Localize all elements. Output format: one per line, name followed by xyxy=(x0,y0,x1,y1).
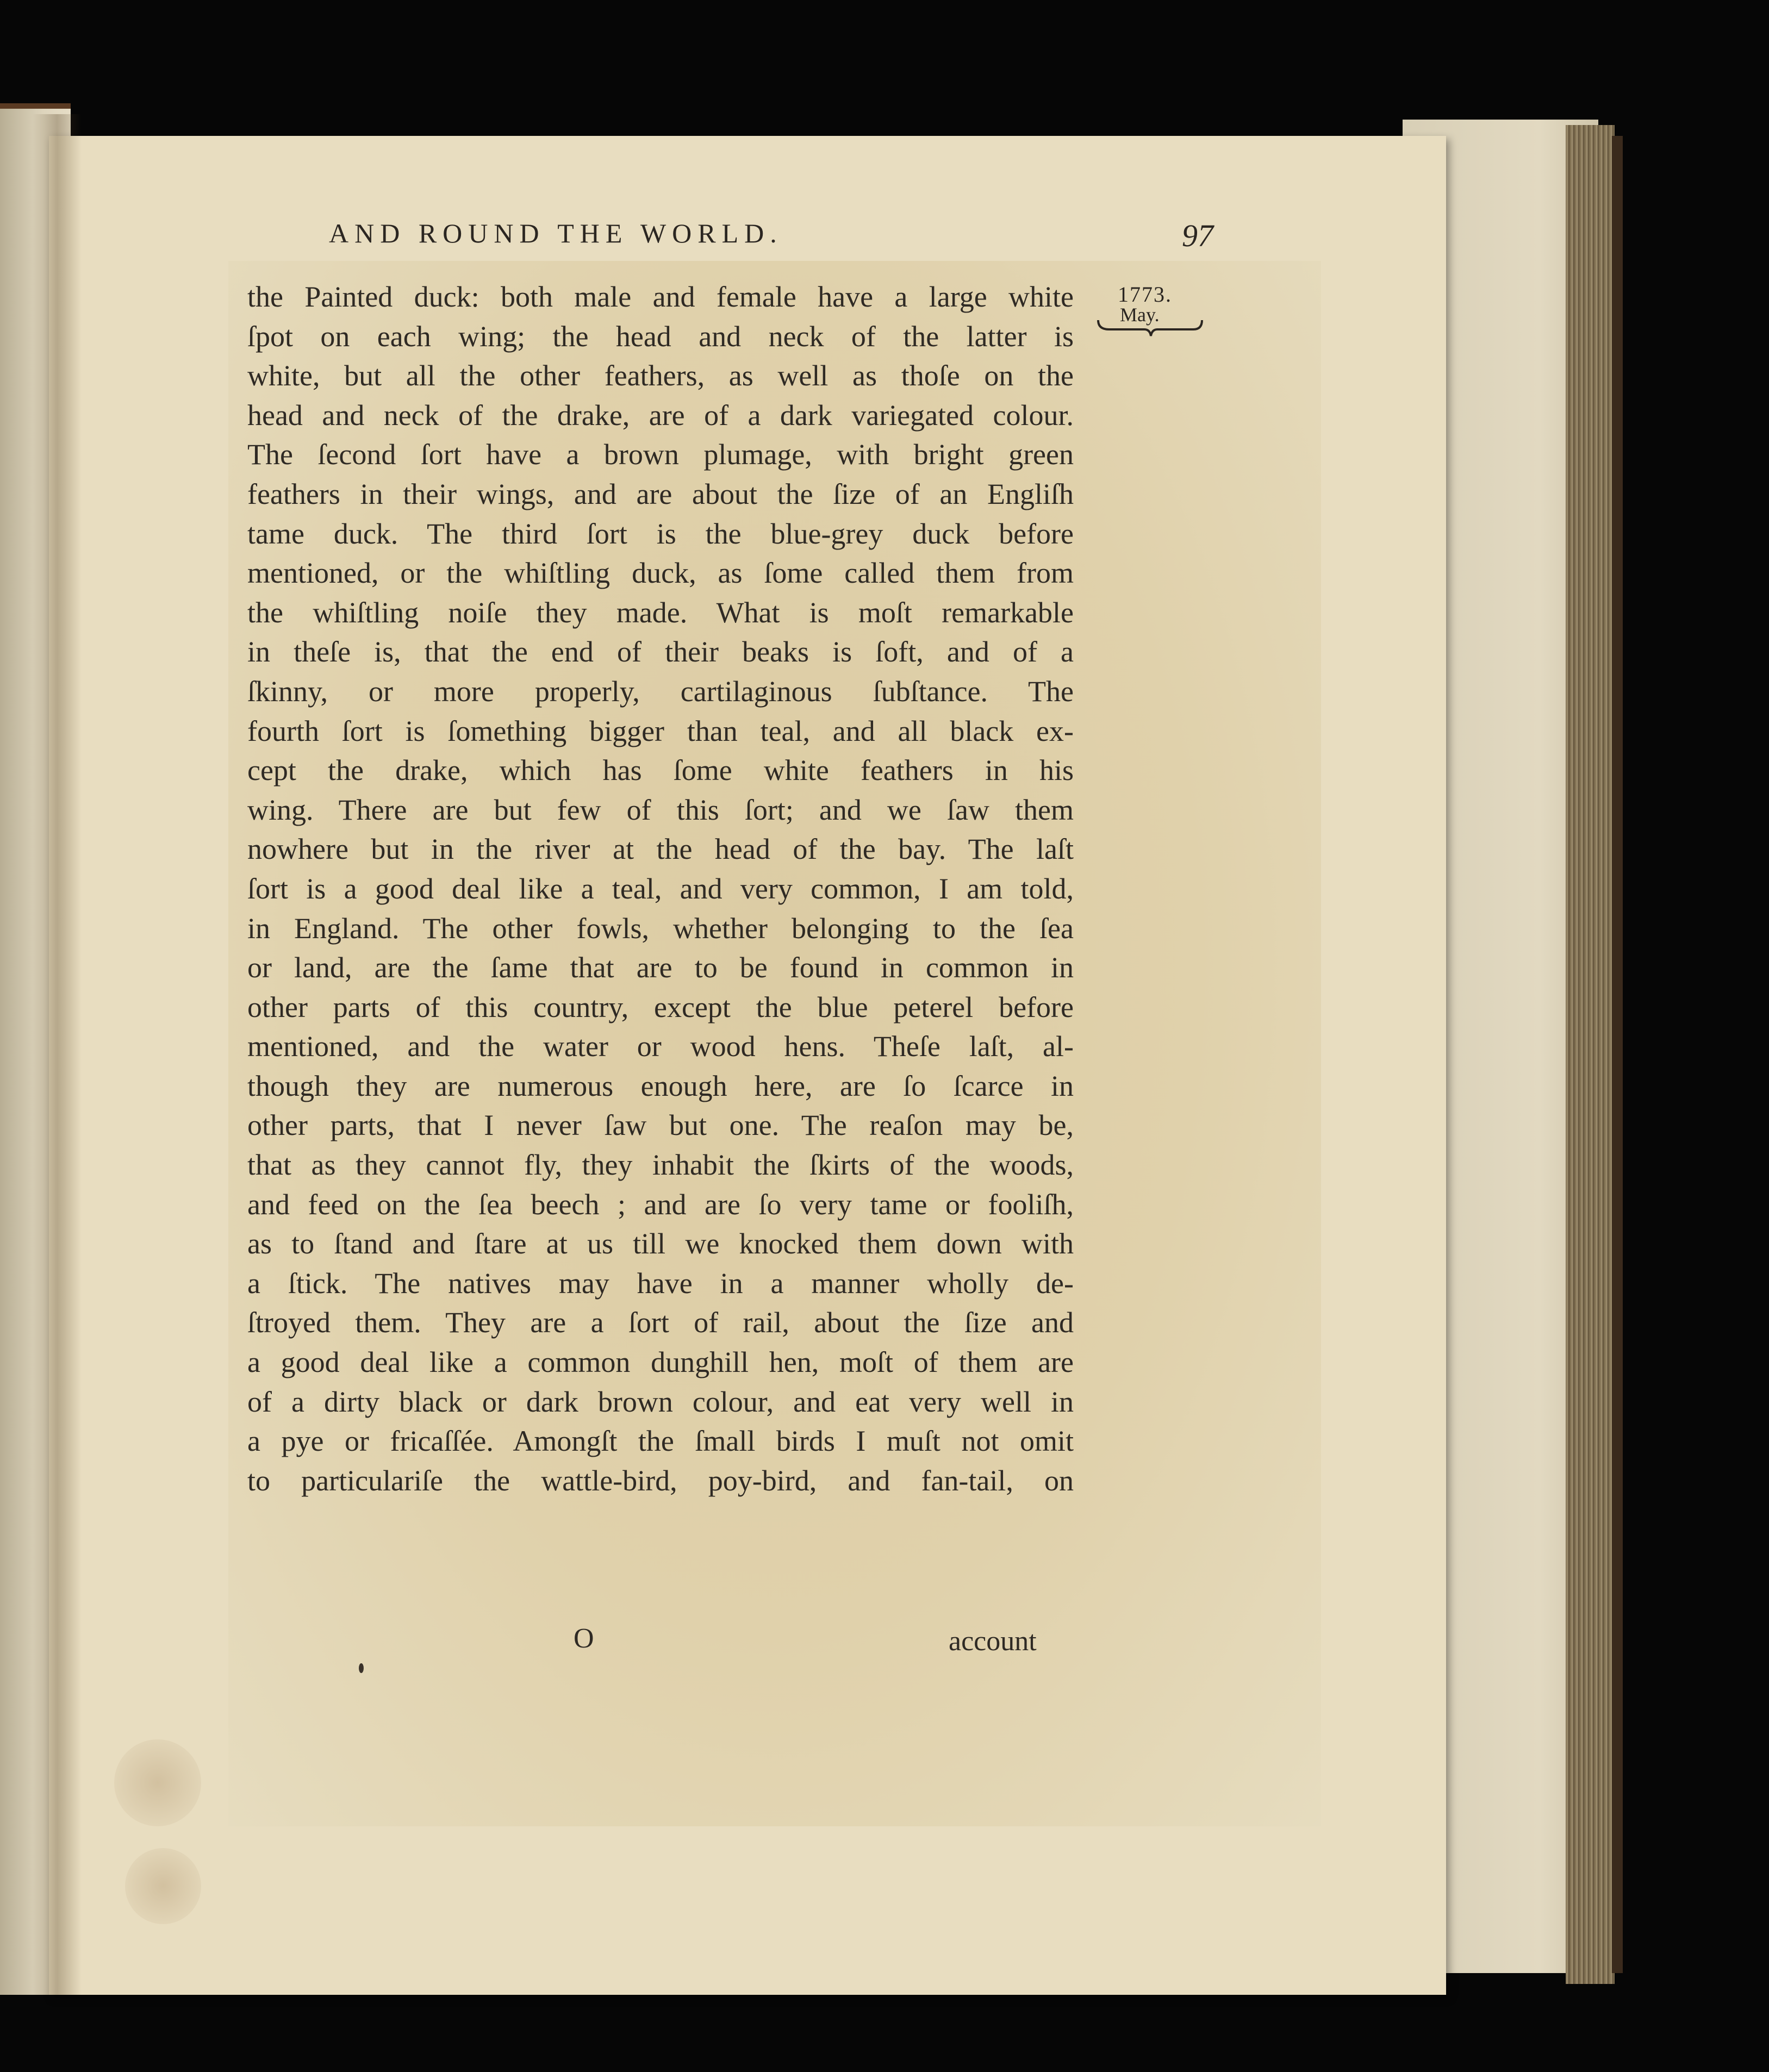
text-line: head and neck of the drake, are of a dark variegated colour. xyxy=(247,398,1074,432)
catchword: account xyxy=(949,1626,1037,1657)
signature-mark: O xyxy=(574,1623,594,1654)
text-line: as to ſtand and ſtare at us till we knocked them down with xyxy=(247,1227,1074,1260)
text-line: that as they cannot fly, they inhabit the ſkirts of the woods, xyxy=(247,1149,1074,1182)
text-line: in theſe is, that the end of their beaks is ſoft, and of a xyxy=(247,635,1074,669)
text-line: feathers in their wings, and are about the ſize of an Engliſh xyxy=(247,477,1074,510)
text-line: ſtroyed them. They are a ſort of rail, about the ſize and xyxy=(247,1306,1074,1339)
marginal-brace xyxy=(1095,317,1204,339)
marginal-year: 1773. xyxy=(1118,282,1172,307)
text-line: other parts of this country, except the blue peterel before xyxy=(247,990,1074,1023)
ink-speck xyxy=(359,1663,364,1673)
text-line: ſkinny, or more properly, cartilaginous ſubſtance. The xyxy=(247,675,1074,708)
text-line: tame duck. The third ſort is the blue-grey duck before xyxy=(247,517,1074,550)
text-line: nowhere but in the river at the head of the bay. The laſt xyxy=(247,833,1074,866)
text-line: ſort is a good deal like a teal, and very common, I am told, xyxy=(247,872,1074,905)
text-line: a good deal like a common dunghill hen, moſt of them are xyxy=(247,1346,1074,1379)
text-line: The ſecond ſort have a brown plumage, with bright green xyxy=(247,438,1074,471)
text-line: mentioned, and the water or wood hens. Theſe laſt, al- xyxy=(247,1030,1074,1063)
text-line: of a dirty black or dark brown colour, and eat very well in xyxy=(247,1385,1074,1418)
text-line: to particulariſe the wattle-bird, poy-bird, and fan-tail, on xyxy=(247,1464,1074,1497)
text-line: white, but all the other feathers, as well as thoſe on the xyxy=(247,359,1074,392)
text-line: a ſtick. The natives may have in a manner wholly de- xyxy=(247,1266,1074,1300)
text-line: a pye or fricaſſée. Amongſt the ſmall birds I muſt not omit xyxy=(247,1425,1074,1458)
text-line: the whiſtling noiſe they made. What is moſt remarkable xyxy=(247,596,1074,629)
paper-stain xyxy=(125,1848,201,1924)
book-fore-edge xyxy=(1566,125,1615,1984)
text-line: wing. There are but few of this ſort; and we ſaw them xyxy=(247,793,1074,826)
running-head: AND ROUND THE WORLD. xyxy=(329,218,783,248)
text-line: other parts, that I never ſaw but one. The reaſon may be, xyxy=(247,1109,1074,1142)
book-cover-edge xyxy=(1612,136,1623,1973)
paper-stain xyxy=(114,1739,201,1826)
body-text xyxy=(247,277,1074,1500)
text-line: in England. The other fowls, whether belonging to the ſea xyxy=(247,912,1074,945)
marginal-month: May. xyxy=(1120,304,1160,326)
text-line: mentioned, or the whiſtling duck, as ſome called them from xyxy=(247,557,1074,590)
text-line: though they are numerous enough here, are ſo ſcarce in xyxy=(247,1069,1074,1102)
text-line: or land, are the ſame that are to be found in common in xyxy=(247,951,1074,984)
book-gutter-shadow xyxy=(33,114,82,1995)
page-number: 97 xyxy=(1182,218,1213,253)
text-line: the Painted duck: both male and female have a large white xyxy=(247,280,1074,313)
text-line: fourth ſort is ſomething bigger than teal, and all black ex- xyxy=(247,714,1074,747)
text-line: cept the drake, which has ſome white feathers in his xyxy=(247,754,1074,787)
text-line: ſpot on each wing; the head and neck of the latter is xyxy=(247,320,1074,353)
text-line: and feed on the ſea beech ; and are ſo very tame or fooliſh, xyxy=(247,1188,1074,1221)
